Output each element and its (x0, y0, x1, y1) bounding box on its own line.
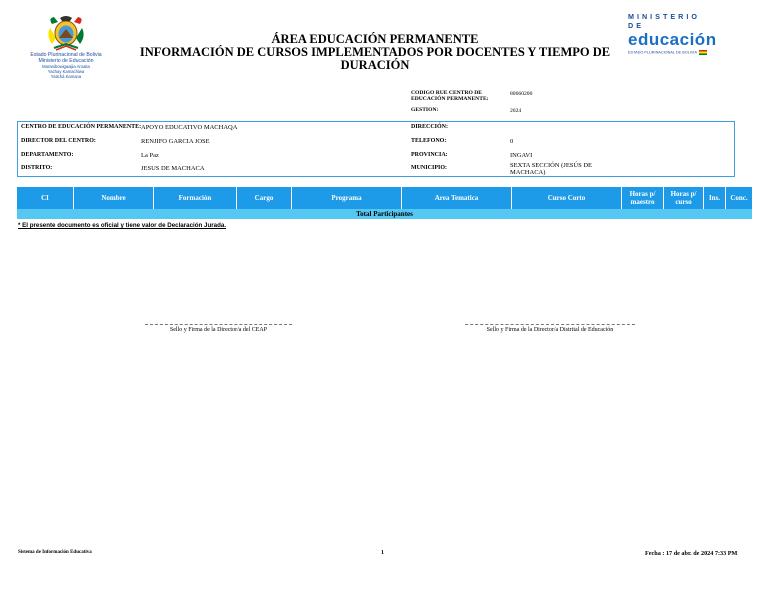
courses-table (17, 187, 752, 220)
col-header-area-tematica: Area Tematica (402, 187, 512, 209)
footer-date: Fecha : 17 de abr. de 2024 7:33 PM (645, 550, 738, 557)
estado-text: ESTADO PLURINACIONAL DE BOLIVIA (628, 50, 720, 55)
signature-label-right: Sello y Firma de la Director/a Distrital de Educación (486, 327, 614, 333)
info-row (18, 152, 734, 166)
gestion-value: 2024 (510, 108, 522, 114)
document-title (130, 33, 620, 72)
educacion-wordmark: educación (628, 30, 717, 49)
signature-line-right (465, 324, 635, 325)
bolivia-flag-icon (699, 50, 707, 55)
table-header (17, 187, 752, 209)
col-header-ins: Ins. (704, 187, 726, 209)
telefono-value: 0 (510, 138, 514, 145)
direccion-label: DIRECCIÓN: (411, 124, 449, 130)
col-header-formacion: Formación (154, 187, 237, 209)
logo-text-line: Estado Plurinacional de Bolivia (30, 52, 102, 58)
provincia-value: INGAVI (510, 152, 533, 159)
info-row (18, 124, 734, 138)
info-row (18, 162, 734, 179)
signature-line-left (145, 324, 292, 325)
center-info-box (17, 121, 735, 177)
title-line-1: ÁREA EDUCACIÓN PERMANENTE (271, 32, 479, 46)
footer-page-number: 1 (381, 550, 384, 556)
director-value: RENJIFO GARCIA JOSE (141, 138, 210, 145)
total-participants-row (17, 209, 752, 219)
logo-text-line: Ministerio de Educación (38, 58, 94, 64)
municipio-label: MUNICIPIO: (411, 165, 447, 171)
coat-of-arms-icon (46, 14, 86, 52)
col-header-horas-maestro: Horas p/ maestro (622, 187, 664, 209)
col-header-curso-corto: Curso Corto (512, 187, 622, 209)
municipio-value: SEXTA SECCIÓN (JESÚS DE MACHACA) (510, 162, 593, 176)
col-header-nombre: Nombre (74, 187, 154, 209)
distrito-label: DISTRITO: (21, 165, 53, 171)
ministerio-educacion-logo (628, 12, 720, 60)
col-header-ci: CI (17, 187, 74, 209)
codigo-rue-label: CODIGO RUE CENTRO DE EDUCACIÓN PERMANENTE: (411, 90, 489, 103)
logo-small-line: Maranibowigaaijia Aroaita (42, 64, 90, 69)
bolivia-coat-of-arms-logo (18, 14, 114, 84)
gestion-label: GESTION: (411, 107, 439, 113)
centro-value: APOYO EDUCATIVO MACHAQA (141, 124, 238, 131)
distrito-value: JESUS DE MACHACA (141, 165, 205, 172)
departamento-label: DEPARTAMENTO: (21, 152, 74, 158)
footer-system: Sistema de Información Educativa (18, 550, 92, 555)
col-header-horas-curso: Horas p/ curso (664, 187, 704, 209)
ministerio-text: MINISTERIO DE (628, 12, 700, 30)
col-header-cargo: Cargo (237, 187, 292, 209)
departamento-value: La Paz (141, 152, 159, 159)
total-participants-label: Total Participantes (356, 210, 413, 218)
logo-small-line: Yachay Kamachiwa (47, 69, 85, 74)
provincia-label: PROVINCIA: (411, 152, 448, 158)
disclaimer-text: * El presente documento es oficial y tiene valor de Declaración Jurada. (18, 222, 227, 229)
col-header-programa: Programa (292, 187, 402, 209)
info-row (18, 138, 734, 152)
title-line-2: INFORMACIÓN DE CURSOS IMPLEMENTADOS POR DOCENTES Y TIEMPO DE (139, 45, 611, 59)
codigo-rue-value: 80660200 (510, 91, 533, 97)
title-line-3: DURACIÓN (340, 58, 410, 72)
telefono-label: TELEFONO: (411, 138, 447, 144)
col-header-conc: Conc. (730, 194, 748, 202)
logo-small-line: Yatichá Kamana (50, 74, 82, 79)
centro-label: CENTRO DE EDUCACIÓN PERMANENTE: (21, 124, 142, 130)
signature-label-left: Sello y Firma de la Director/a del CEAP (169, 327, 268, 333)
director-label: DIRECTOR DEL CENTRO: (21, 138, 96, 144)
